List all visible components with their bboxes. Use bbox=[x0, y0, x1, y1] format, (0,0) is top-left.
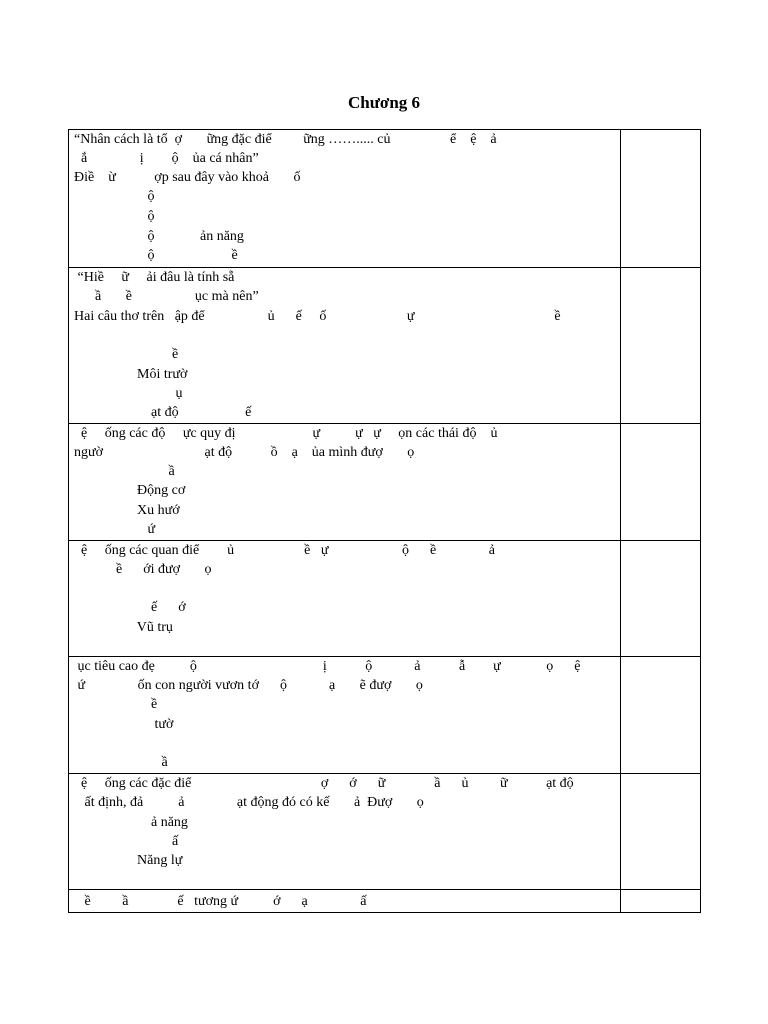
question-4-line-2: ề ới đượ ọ bbox=[74, 562, 212, 577]
question-3-line-1: ệ ống các độ ực quy đị ự ự ự ọn các thái độ ủ bbox=[74, 426, 498, 441]
option-b[interactable]: Môi trườ bbox=[74, 367, 188, 382]
option-d[interactable]: ộ ề bbox=[74, 248, 238, 263]
row-divider bbox=[69, 540, 700, 541]
question-1-line-3: Điề ừ ợp sau đây vào khoả ố bbox=[74, 170, 301, 185]
column-divider bbox=[620, 130, 621, 912]
option-a[interactable]: ề bbox=[74, 347, 179, 362]
option-d[interactable]: ầ bbox=[74, 755, 168, 770]
question-1-line-1: “Nhân cách là tổ ợ ững đặc điể ững ……..... củ ể ệ ả bbox=[74, 132, 497, 147]
question-2-line-1: “Hiề ữ ải đâu là tính sẵ bbox=[74, 270, 235, 285]
option-a[interactable]: ả năng bbox=[74, 815, 188, 830]
question-2-line-3: Hai câu thơ trên ập để ủ ế ố ự ề bbox=[74, 309, 561, 324]
row-divider bbox=[69, 889, 700, 890]
question-4-line-1: ệ ống các quan điể ủ ề ự ộ ề ả bbox=[74, 543, 495, 558]
option-a[interactable]: ộ bbox=[74, 189, 155, 204]
question-6-line-2: ất định, đả ả ạt động đó có kế ả Đượ ọ bbox=[74, 795, 424, 810]
option-b[interactable]: ộ bbox=[74, 209, 155, 224]
question-5-line-1: ục tiêu cao đẹ ộ ị ộ ả ẫ ự ọ ệ bbox=[74, 659, 581, 674]
option-a[interactable]: ề bbox=[74, 697, 158, 712]
option-b[interactable]: ấ bbox=[74, 834, 179, 849]
question-table bbox=[68, 129, 701, 913]
question-3-line-2: ngườ ạt độ ồ ạ ủa mình đượ ọ bbox=[74, 445, 415, 460]
option-c[interactable]: ụ bbox=[74, 386, 183, 401]
option-b[interactable]: Động cơ bbox=[74, 483, 186, 498]
option-d[interactable]: ạt độ ế bbox=[74, 405, 252, 420]
option-a[interactable]: ầ bbox=[74, 464, 175, 479]
row-divider bbox=[69, 656, 700, 657]
row-divider bbox=[69, 423, 700, 424]
question-2-line-2: ầ ề ục mà nên” bbox=[74, 289, 259, 304]
question-1-line-2: ắ ị ộ ủa cá nhân” bbox=[74, 151, 259, 166]
option-c[interactable]: Xu hướ bbox=[74, 503, 180, 518]
question-7-line-1: ề ầ ế tương ứ ớ ạ ấ bbox=[74, 894, 367, 909]
option-a[interactable]: ế ớ bbox=[74, 600, 186, 615]
question-6-line-1: ệ ống các đặc điể ợ ớ ữ ầ ủ ữ ạt độ bbox=[74, 776, 574, 791]
option-b[interactable]: Vũ trụ bbox=[74, 620, 173, 635]
option-d[interactable]: ứ bbox=[74, 522, 156, 537]
row-divider bbox=[69, 267, 700, 268]
row-divider bbox=[69, 773, 700, 774]
option-c[interactable]: ộ ản năng bbox=[74, 229, 244, 244]
option-b[interactable]: tườ bbox=[74, 717, 174, 732]
question-5-line-2: ứ ốn con người vươn tớ ộ ạ ẽ đượ ọ bbox=[74, 678, 423, 693]
option-c[interactable]: Năng lự bbox=[74, 853, 183, 868]
page-title: Chương 6 bbox=[347, 93, 421, 112]
